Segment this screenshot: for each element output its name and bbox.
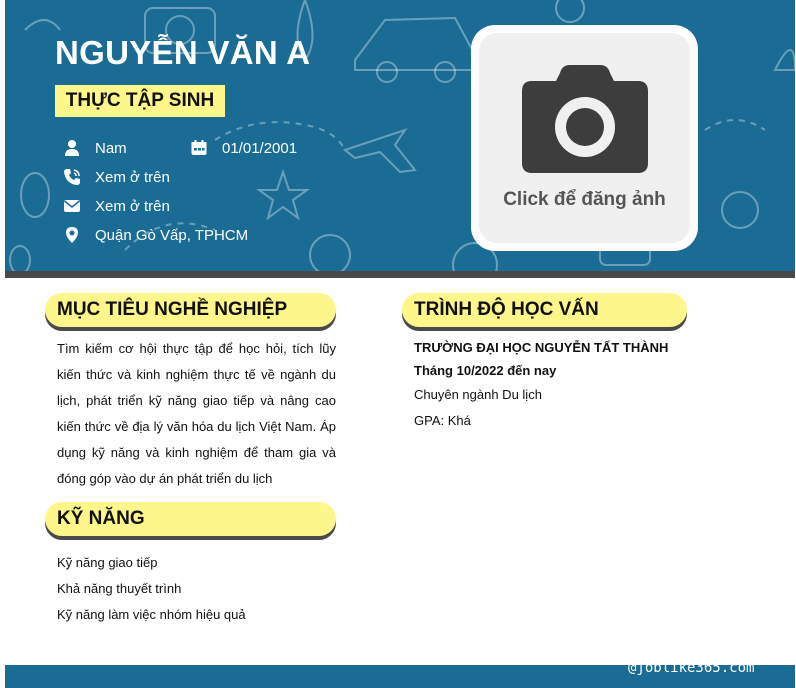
candidate-name: NGUYỄN VĂN A [55, 34, 311, 71]
upload-photo-label: Click để đăng ảnh [503, 189, 666, 210]
upload-photo-button[interactable] [479, 33, 690, 243]
address-row [63, 226, 248, 244]
job-position-tag: THỰC TẬP SINH [55, 85, 225, 117]
birthdate-value: 01/01/2001 [222, 139, 298, 157]
study-period: Tháng 10/2022 đến nay [414, 363, 557, 378]
phone-icon [63, 168, 81, 186]
camera-icon [520, 63, 650, 181]
skill-item: Khả năng thuyết trình [57, 581, 182, 596]
user-icon [63, 139, 81, 157]
skill-item: Kỹ năng làm việc nhóm hiệu quả [57, 607, 246, 622]
major: Chuyên ngành Du lịch [414, 387, 542, 402]
gpa: GPA: Khá [414, 413, 471, 428]
school-name: TRƯỜNG ĐẠI HỌC NGUYỄN TẤT THÀNH [414, 340, 669, 355]
skills-heading: KỸ NĂNG [45, 502, 336, 536]
education-heading: TRÌNH ĐỘ HỌC VẤN [402, 293, 687, 327]
email-row [63, 197, 170, 215]
photo-frame [471, 25, 698, 251]
watermark-text: @joblike365.com [628, 660, 755, 676]
location-pin-icon [63, 226, 81, 244]
email-value: Xem ở trên [95, 197, 170, 215]
phone-value: Xem ở trên [95, 168, 170, 186]
birthdate-row [190, 139, 297, 157]
calendar-icon [190, 139, 208, 157]
envelope-icon [63, 197, 81, 215]
gender-value: Nam [95, 139, 127, 157]
gender-row [63, 139, 127, 157]
objective-heading: MỤC TIÊU NGHỀ NGHIỆP [45, 293, 336, 327]
objective-text: Tìm kiếm cơ hội thực tập để học hỏi, tích lũy kiến thức và kinh nghiệm thực tế về ngành du lịch, phát triển kỹ năng giao tiếp và nâng cao kiến thức về địa lý văn hóa du lịch Việt Nam. Áp dụng kỹ năng và kinh nghiệm để tham gia và đóng góp vào dự án phát triển du lịch [57, 341, 336, 486]
skill-item: Kỹ năng giao tiếp [57, 555, 158, 570]
address-value: Quận Gò Vấp, TPHCM [95, 226, 249, 244]
header-divider-bar [5, 271, 795, 278]
phone-row [63, 168, 170, 186]
